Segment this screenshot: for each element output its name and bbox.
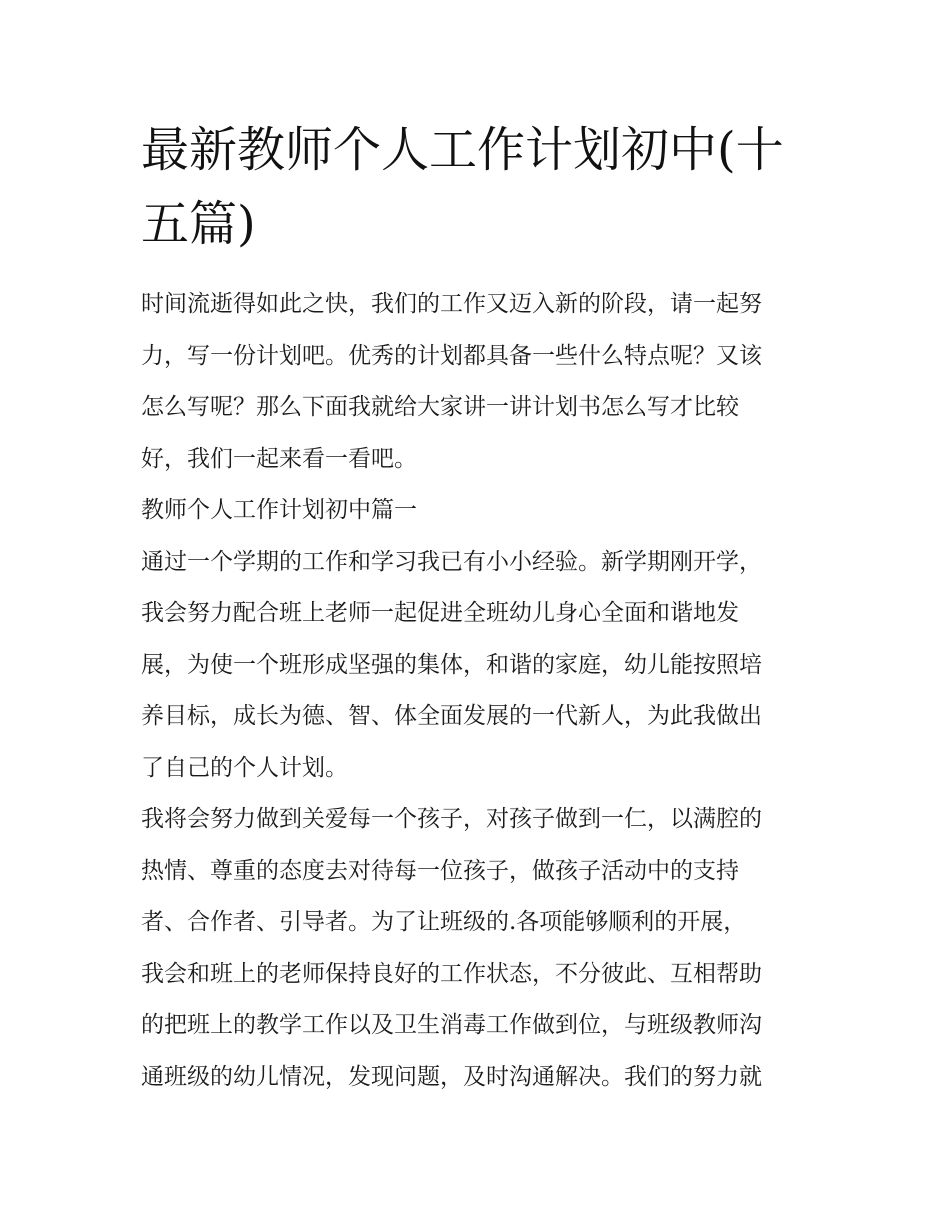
text-line: 热情、尊重的态度去对待每一位孩子，做孩子活动中的支持 — [141, 857, 739, 884]
body-paragraph — [141, 794, 813, 1103]
text-line: 好，我们一起来看一看吧。 — [141, 445, 417, 472]
text-line: 我会和班上的老师保持良好的工作状态，不分彼此、互相帮助 — [141, 960, 762, 987]
section-heading — [141, 485, 813, 537]
text-line: 通班级的幼儿情况，发现问题，及时沟通解决。我们的努力就 — [141, 1063, 762, 1090]
document-title — [141, 113, 813, 261]
document-body — [141, 279, 813, 1103]
body-paragraph — [141, 537, 813, 795]
title-line: 最新教师个人工作计划初中(十 — [141, 122, 784, 178]
text-line: 力，写一份计划吧。优秀的计划都具备一些什么特点呢？又该 — [141, 342, 762, 369]
text-line: 教师个人工作计划初中篇一 — [141, 497, 417, 523]
text-line: 养目标，成长为德、智、体全面发展的一代新人，为此我做出 — [141, 703, 762, 729]
text-line: 我将会努力做到关爱每一个孩子，对孩子做到一仁，以满腔的 — [141, 806, 762, 832]
text-line: 我会努力配合班上老师一起促进全班幼儿身心全面和谐地发 — [141, 600, 739, 626]
text-line: 的把班上的教学工作以及卫生消毒工作做到位，与班级教师沟 — [141, 1012, 762, 1038]
title-line: 五篇) — [141, 196, 256, 252]
text-line: 展，为使一个班形成坚强的集体，和谐的家庭，幼儿能按照培 — [141, 651, 762, 678]
document-content — [141, 113, 813, 1103]
text-line: 怎么写呢？那么下面我就给大家讲一讲计划书怎么写才比较 — [141, 394, 739, 420]
text-line: 通过一个学期的工作和学习我已有小小经验。新学期刚开学， — [141, 548, 762, 575]
text-line: 时间流逝得如此之快，我们的工作又迈入新的阶段，请一起努 — [141, 291, 762, 317]
text-line: 者、合作者、引导者。为了让班级的.各项能够顺利的开展， — [141, 909, 747, 935]
intro-paragraph — [141, 279, 813, 485]
text-line: 了自己的个人计划。 — [141, 754, 348, 781]
